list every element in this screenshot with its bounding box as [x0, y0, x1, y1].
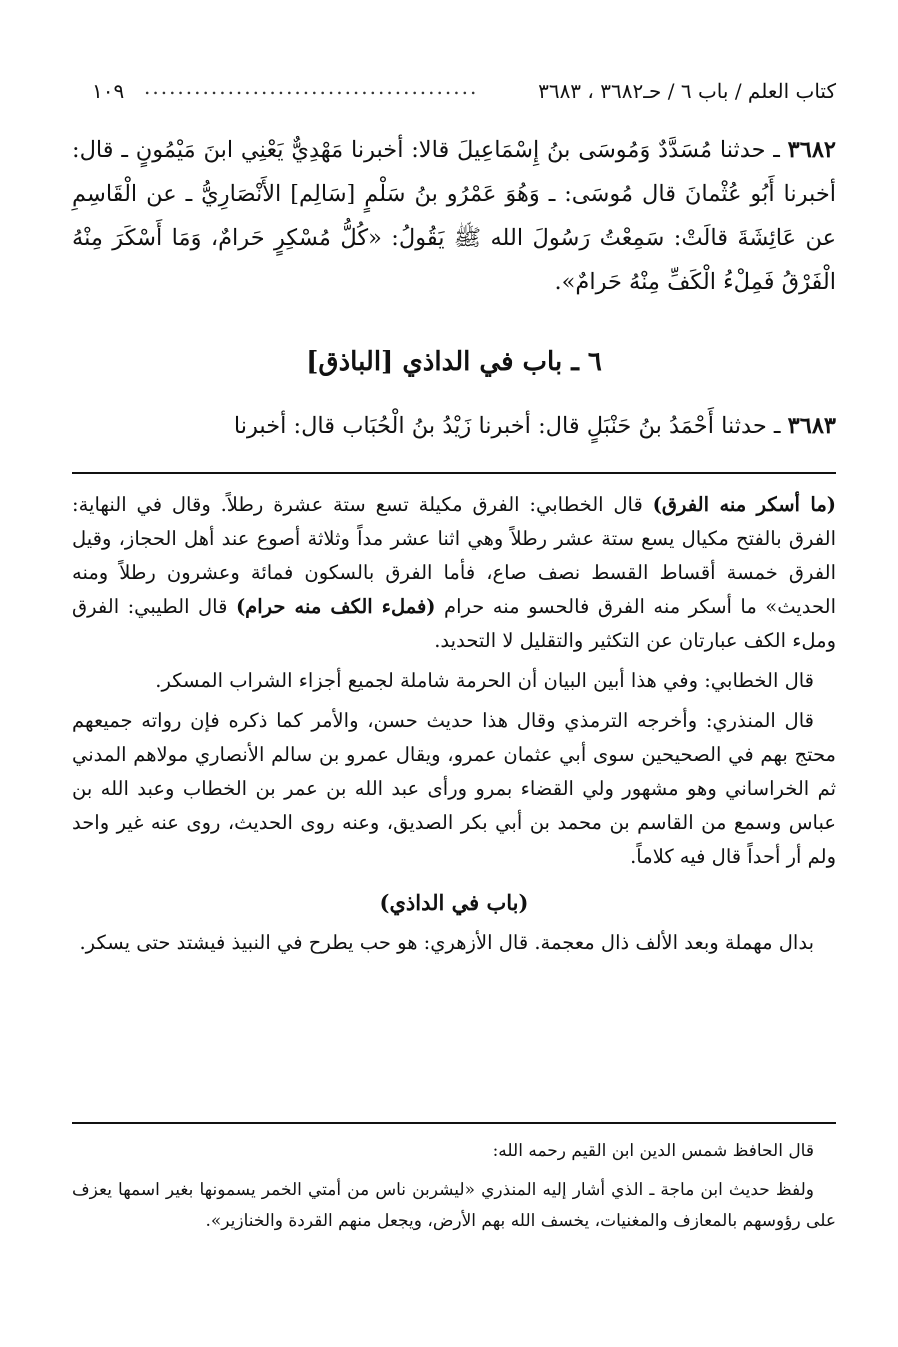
- header-title: كتاب العلم / باب ٦ / حـ٣٦٨٢ ، ٣٦٨٣: [538, 79, 836, 103]
- hadith-3682-paragraph: [72, 128, 836, 304]
- page-number: ١٠٩: [92, 79, 125, 103]
- header-leader-dots: ........................................: [144, 75, 479, 99]
- hadith-number: ٣٦٨٣: [787, 413, 836, 439]
- commentary-paragraph: قال المنذري: وأخرجه الترمذي وقال هذا حديث حسن، والأمر كما ذكره فإن رواته جميعهم محتج بهم في الصحيحين سوى أبي عثمان عمرو، ويقال عمرو بن سالم الأنصاري مولاهم المدني ثم الخراساني وهو مشهور ولي القضاء بمرو ورأى عبد الله بن عمر بن الخطاب وعبد الله بن عباس وسمع من القاسم بن محمد بن أبي بكر الصديق، وعنه روى الحديث، روى عنه غير واحد ولم أر أحداً قال فيه كلاماً.: [72, 709, 836, 868]
- hadith-text: ـ حدثنا مُسَدَّدٌ وَمُوسَى بنُ إِسْمَاعِيلَ قالا: أخبرنا مَهْدِيٌّ يَعْنِي ابنَ مَيْمُونٍ ـ قال: أخبرنا أَبُو عُثْمانَ قال مُوسَى: ـ وَهُوَ عَمْرُو بنُ سَلْمٍ [سَالِم] الأَنْصَارِيُّ ـ عن الْقَاسِمِ عن عَائِشَةَ قالَتْ: سَمِعْتُ رَسُولَ الله ﷺ يَقُولُ: «كُلُّ مُسْكِرٍ حَرامٌ، وَمَا أَسْكَرَ مِنْهُ الْفَرْقُ فَمِلْءُ الْكَفِّ مِنْهُ حَرامٌ».: [72, 137, 836, 295]
- bold-lemma: (فملء الكف منه حرام): [235, 595, 436, 618]
- section-divider: [72, 1122, 836, 1124]
- commentary-paragraph: بدال مهملة وبعد الألف ذال معجمة. قال الأزهري: هو حب يطرح في النبيذ فيشتد حتى يسكر.: [79, 931, 814, 954]
- commentary-section: [72, 488, 836, 966]
- notes-paragraph: ولفظ حديث ابن ماجة ـ الذي أشار إليه المنذري «ليشربن ناس من أمتي الخمر يسمونها بغير اسمها يعزف على رؤوسهم بالمعازف والمغنيات، يخسف الله بهم الأرض، ويجعل منهم القردة والخنازير».: [72, 1180, 836, 1231]
- hadith-text: ـ حدثنا أَحْمَدُ بنُ حَنْبَلٍ قال: أخبرنا زَيْدُ بنُ الْحُبَاب قال: أخبرنا: [233, 413, 781, 439]
- ibn-qayyim-notes: [72, 1136, 836, 1245]
- bold-lemma: (ما أسكر منه الفرق): [652, 493, 836, 516]
- running-header: [72, 76, 836, 106]
- commentary-text: قال الخطابي: الفرق مكيلة تسع ستة عشرة رطلاً. وقال في النهاية: الفرق بالفتح مكيال يسع ستة عشر رطلاً وهي اثنا عشر مداً وثلاثة أصوع عند أهل الحجاز، وقيل الفرق خمسة أقساط القسط نصف صاع، فأما الفرق بالسكون فمائة وعشرون رطلاً ومنه الحديث» ما أسكر منه الفرق فالحسو منه حرام: [72, 493, 836, 618]
- notes-intro: قال الحافظ شمس الدين ابن القيم رحمه الله:: [492, 1141, 814, 1161]
- book-page: [72, 0, 836, 1347]
- hadith-3682: [72, 128, 836, 304]
- hadith-3683: [72, 404, 836, 448]
- commentary-text: قال الطيبي: الفرق وملء الكف عبارتان عن التكثير والتقليل لا التحديد.: [72, 595, 836, 652]
- commentary-paragraph: [72, 488, 836, 658]
- section-divider: [72, 472, 836, 474]
- commentary-paragraph: قال الخطابي: وفي هذا أبين البيان أن الحرمة شاملة لجميع أجزاء الشراب المسكر.: [155, 669, 814, 692]
- chapter-heading: ٦ ـ باب في الداذي [الباذق]: [306, 347, 602, 377]
- commentary-subheading: (باب في الداذي): [379, 890, 529, 915]
- hadith-number: ٣٦٨٢: [787, 137, 837, 163]
